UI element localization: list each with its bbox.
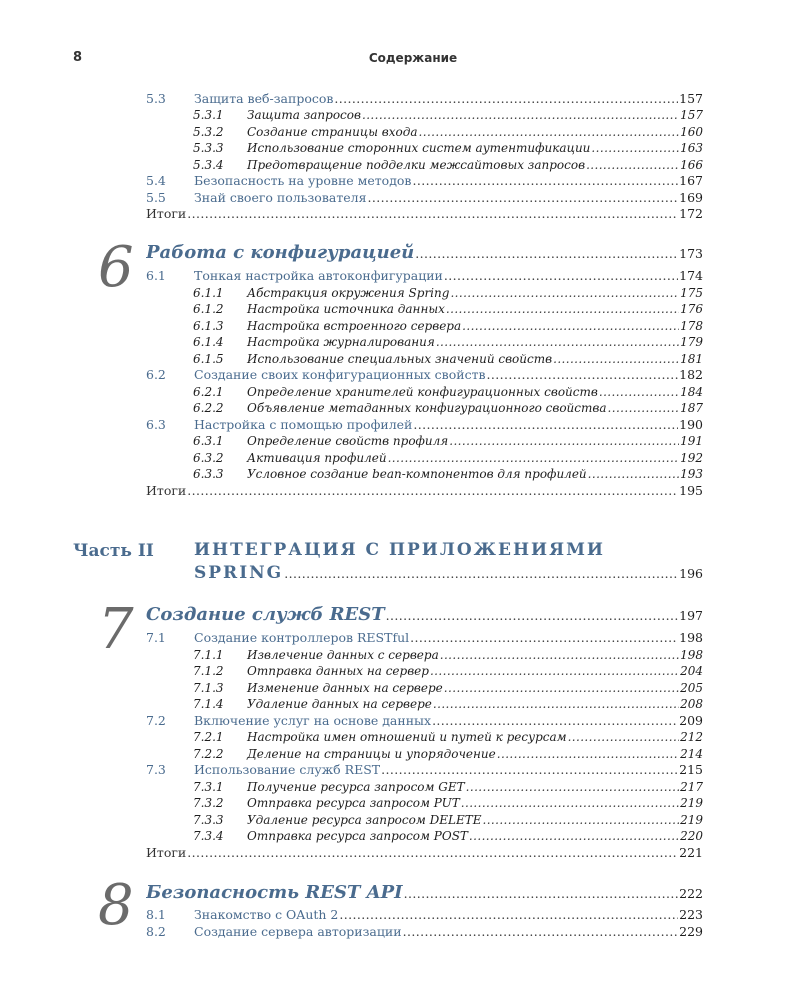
page-ref: 229 (679, 924, 703, 939)
summary-title: Итоги (146, 483, 187, 498)
subsection-number: 7.2.2 (193, 747, 224, 761)
chapter-number-7: 7 (98, 597, 134, 662)
dot-leader (187, 483, 678, 499)
subsection-title: Создание страницы входа (247, 125, 418, 139)
subsection-number: 7.1.3 (193, 681, 224, 695)
subsection-number: 5.3.2 (193, 125, 224, 139)
section-title: Тонкая настройка автоконфигурации (194, 268, 443, 283)
dot-leader (446, 301, 679, 317)
toc-section-5-4[interactable] (146, 173, 703, 189)
subsection-number: 7.3.1 (193, 780, 224, 794)
toc-section-5-5[interactable] (146, 190, 703, 206)
page-ref: 198 (680, 648, 703, 662)
chapter-title: Создание служб REST (146, 604, 385, 625)
dot-leader (436, 334, 679, 350)
toc-chapter-8[interactable] (146, 882, 703, 905)
toc-subsection-5-3-3[interactable] (193, 140, 703, 156)
section-number: 5.4 (146, 173, 166, 188)
section-number: 7.1 (146, 630, 166, 645)
toc-subsection-7-3-2[interactable] (193, 795, 703, 811)
page-ref: 212 (680, 730, 703, 744)
subsection-title: Удаление данных на сервере (247, 697, 432, 711)
subsection-number: 6.1.2 (193, 302, 224, 316)
dot-leader (404, 883, 679, 905)
toc-subsection-6-2-2[interactable] (193, 400, 703, 416)
page-ref: 167 (679, 173, 703, 188)
subsection-title: Отправка данных на сервер (247, 664, 429, 678)
toc-summary-6[interactable] (146, 483, 703, 499)
section-number: 6.1 (146, 268, 166, 283)
section-number: 8.2 (146, 924, 166, 939)
subsection-title: Настройка имен отношений и путей к ресурсам (247, 730, 567, 744)
section-title: Включение услуг на основе данных (194, 713, 432, 728)
page-ref: 205 (680, 681, 703, 695)
running-title: Содержание (368, 51, 458, 65)
dot-leader (334, 91, 678, 107)
page-ref: 157 (680, 108, 703, 122)
dot-leader (461, 795, 679, 811)
dot-leader (466, 779, 679, 795)
dot-leader (413, 417, 678, 433)
subsection-number: 5.3.1 (193, 108, 224, 122)
dot-leader (591, 140, 679, 156)
toc-subsection-7-3-4[interactable] (193, 828, 703, 844)
toc-subsection-6-1-4[interactable] (193, 334, 703, 350)
section-title: Защита веб-запросов (194, 91, 334, 106)
section-number: 6.3 (146, 417, 166, 432)
subsection-number: 7.1.4 (193, 697, 224, 711)
subsection-number: 6.2.2 (193, 401, 224, 415)
part-title-continued: SPRING (194, 565, 284, 582)
dot-leader (487, 367, 679, 383)
page-ref: 182 (679, 367, 703, 382)
page-ref: 160 (680, 125, 703, 139)
dot-leader (432, 713, 678, 729)
toc-subsection-7-2-1[interactable] (193, 729, 703, 745)
dot-leader (419, 124, 680, 140)
dot-leader (444, 268, 678, 284)
page-ref: 179 (680, 335, 703, 349)
page-ref: 190 (679, 417, 703, 432)
subsection-number: 6.3.1 (193, 434, 224, 448)
page-ref: 166 (680, 158, 703, 172)
dot-leader (568, 729, 680, 745)
toc-section-6-2[interactable] (146, 367, 703, 383)
subsection-number: 7.3.4 (193, 829, 224, 843)
page-ref: 209 (679, 713, 703, 728)
subsection-title: Использование специальных значений свойств (247, 352, 553, 366)
page-ref: 173 (679, 246, 703, 261)
subsection-number: 7.3.3 (193, 813, 224, 827)
subsection-number: 6.3.3 (193, 467, 224, 481)
dot-leader (386, 605, 678, 627)
subsection-number: 7.1.2 (193, 664, 224, 678)
page-ref: 197 (679, 608, 703, 623)
dot-leader (440, 647, 679, 663)
dot-leader (444, 680, 679, 696)
subsection-title: Защита запросов (247, 108, 361, 122)
subsection-number: 5.3.4 (193, 158, 224, 172)
subsection-number: 7.1.1 (193, 648, 224, 662)
toc-summary-5[interactable] (146, 206, 703, 222)
subsection-title: Абстракция окружения Spring (247, 286, 450, 300)
toc-subsection-6-3-2[interactable] (193, 450, 703, 466)
toc-subsection-7-1-1[interactable] (193, 647, 703, 663)
section-title: Безопасность на уровне методов (194, 173, 412, 188)
subsection-title: Изменение данных на сервере (247, 681, 443, 695)
chapter-title: Безопасность REST API (146, 882, 403, 903)
dot-leader (586, 157, 679, 173)
toc-subsection-6-2-1[interactable] (193, 384, 703, 400)
toc-subsection-7-3-3[interactable] (193, 812, 703, 828)
dot-leader (415, 243, 678, 265)
section-number: 8.1 (146, 907, 166, 922)
page-ref: 196 (679, 566, 703, 581)
subsection-title: Извлечение данных с сервера (247, 648, 439, 662)
toc-section-7-2[interactable] (146, 713, 703, 729)
subsection-title: Объявление метаданных конфигурационного свойства (247, 401, 607, 415)
toc-subsection-6-1-3[interactable] (193, 318, 703, 334)
toc-subsection-6-3-1[interactable] (193, 433, 703, 449)
section-number: 5.5 (146, 190, 166, 205)
page-ref: 217 (680, 780, 703, 794)
page-ref: 220 (680, 829, 703, 843)
page-ref: 223 (679, 907, 703, 922)
toc-section-7-1[interactable] (146, 630, 703, 646)
page-ref: 195 (679, 483, 703, 498)
toc-subsection-5-3-2[interactable] (193, 124, 703, 140)
page-ref: 163 (680, 141, 703, 155)
summary-title: Итоги (146, 206, 187, 221)
toc-subsection-6-3-3[interactable] (193, 466, 703, 482)
page-ref: 208 (680, 697, 703, 711)
section-title: Настройка с помощью профилей (194, 417, 413, 432)
chapter-number-8: 8 (98, 873, 134, 938)
subsection-title: Настройка встроенного сервера (247, 319, 462, 333)
page-ref: 191 (680, 434, 703, 448)
section-title: Использование служб REST (194, 762, 381, 777)
section-number: 5.3 (146, 91, 166, 106)
section-title: Знакомство с OAuth 2 (194, 907, 339, 922)
toc-subsection-7-1-2[interactable] (193, 663, 703, 679)
page-ref: 215 (679, 762, 703, 777)
dot-leader (362, 107, 679, 123)
subsection-title: Получение ресурса запросом GET (247, 780, 465, 794)
dot-leader (553, 351, 679, 367)
subsection-number: 6.1.3 (193, 319, 224, 333)
dot-leader (599, 384, 679, 400)
dot-leader (588, 466, 679, 482)
page-ref: 219 (680, 796, 703, 810)
page-ref: 198 (679, 630, 703, 645)
chapter-number-6: 6 (98, 235, 134, 300)
subsection-title: Отправка ресурса запросом POST (247, 829, 468, 843)
subsection-title: Отправка ресурса запросом PUT (247, 796, 460, 810)
toc-section-6-1[interactable] (146, 268, 703, 284)
subsection-title: Настройка источника данных (247, 302, 445, 316)
subsection-title: Активация профилей (247, 451, 387, 465)
subsection-title: Деление на страницы и упорядочение (247, 747, 496, 761)
subsection-number: 6.3.2 (193, 451, 224, 465)
toc-subsection-7-1-3[interactable] (193, 680, 703, 696)
page-ref: 214 (680, 747, 703, 761)
page-ref: 178 (680, 319, 703, 333)
section-title: Создание своих конфигурационных свойств (194, 367, 486, 382)
page-number: 8 (73, 50, 83, 65)
subsection-title: Настройка журналирования (247, 335, 435, 349)
subsection-title: Использование сторонних систем аутентификации (247, 141, 591, 155)
toc-part-2[interactable] (194, 565, 703, 582)
part-label: Часть II (73, 541, 154, 561)
section-title: Создание сервера авторизации (194, 924, 402, 939)
page-ref: 219 (680, 813, 703, 827)
page-ref: 172 (679, 206, 703, 221)
section-number: 6.2 (146, 367, 166, 382)
page-ref: 184 (680, 385, 703, 399)
toc-subsection-6-1-1[interactable] (193, 285, 703, 301)
dot-leader (430, 663, 679, 679)
dot-leader (469, 828, 679, 844)
subsection-title: Определение хранителей конфигурационных свойств (247, 385, 598, 399)
toc-subsection-7-2-2[interactable] (193, 746, 703, 762)
section-number: 7.2 (146, 713, 166, 728)
dot-leader (462, 318, 679, 334)
page-ref: 193 (680, 467, 703, 481)
toc-subsection-6-1-2[interactable] (193, 301, 703, 317)
part-title: ИНТЕГРАЦИЯ С ПРИЛОЖЕНИЯМИ (194, 540, 605, 560)
dot-leader (410, 630, 678, 646)
subsection-number: 6.1.5 (193, 352, 224, 366)
dot-leader (284, 566, 678, 582)
section-title: Создание контроллеров RESTful (194, 630, 410, 645)
page-ref: 192 (680, 451, 703, 465)
section-number: 7.3 (146, 762, 166, 777)
dot-leader (187, 206, 678, 222)
page-ref: 176 (680, 302, 703, 316)
subsection-number: 6.1.4 (193, 335, 224, 349)
dot-leader (449, 433, 679, 449)
dot-leader (412, 173, 678, 189)
subsection-title: Определение свойств профиля (247, 434, 449, 448)
dot-leader (388, 450, 680, 466)
dot-leader (339, 907, 678, 923)
toc-subsection-6-1-5[interactable] (193, 351, 703, 367)
dot-leader (450, 285, 679, 301)
toc-subsection-7-1-4[interactable] (193, 696, 703, 712)
subsection-number: 7.2.1 (193, 730, 224, 744)
subsection-title: Условное создание bean-компонентов для профилей (247, 467, 587, 481)
dot-leader (608, 400, 680, 416)
toc-chapter-6[interactable] (146, 242, 703, 265)
section-title: Знай своего пользователя (194, 190, 367, 205)
dot-leader (187, 845, 678, 861)
page-ref: 221 (679, 845, 703, 860)
page-ref: 157 (679, 91, 703, 106)
dot-leader (381, 762, 678, 778)
toc-chapter-7[interactable] (146, 604, 703, 627)
toc-section-5-3[interactable] (146, 91, 703, 107)
page-ref: 222 (679, 886, 703, 901)
subsection-number: 5.3.3 (193, 141, 224, 155)
page-ref: 187 (680, 401, 703, 415)
page-ref: 204 (680, 664, 703, 678)
toc-section-8-2[interactable] (146, 924, 703, 940)
page-ref: 174 (679, 268, 703, 283)
page-ref: 169 (679, 190, 703, 205)
toc-summary-7[interactable] (146, 845, 703, 861)
page-ref: 181 (680, 352, 703, 366)
toc-subsection-5-3-4[interactable] (193, 157, 703, 173)
subsection-number: 6.1.1 (193, 286, 224, 300)
summary-title: Итоги (146, 845, 187, 860)
dot-leader (403, 924, 679, 940)
dot-leader (497, 746, 679, 762)
subsection-title: Удаление ресурса запросом DELETE (247, 813, 482, 827)
subsection-number: 7.3.2 (193, 796, 224, 810)
toc-section-7-3[interactable] (146, 762, 703, 778)
subsection-number: 6.2.1 (193, 385, 224, 399)
toc-subsection-5-3-1[interactable] (193, 107, 703, 123)
dot-leader (482, 812, 679, 828)
dot-leader (433, 696, 679, 712)
chapter-title: Работа с конфигурацией (146, 242, 415, 263)
page-ref: 175 (680, 286, 703, 300)
toc-section-6-3[interactable] (146, 417, 703, 433)
toc-section-8-1[interactable] (146, 907, 703, 923)
dot-leader (367, 190, 678, 206)
toc-subsection-7-3-1[interactable] (193, 779, 703, 795)
subsection-title: Предотвращение подделки межсайтовых запросов (247, 158, 586, 172)
